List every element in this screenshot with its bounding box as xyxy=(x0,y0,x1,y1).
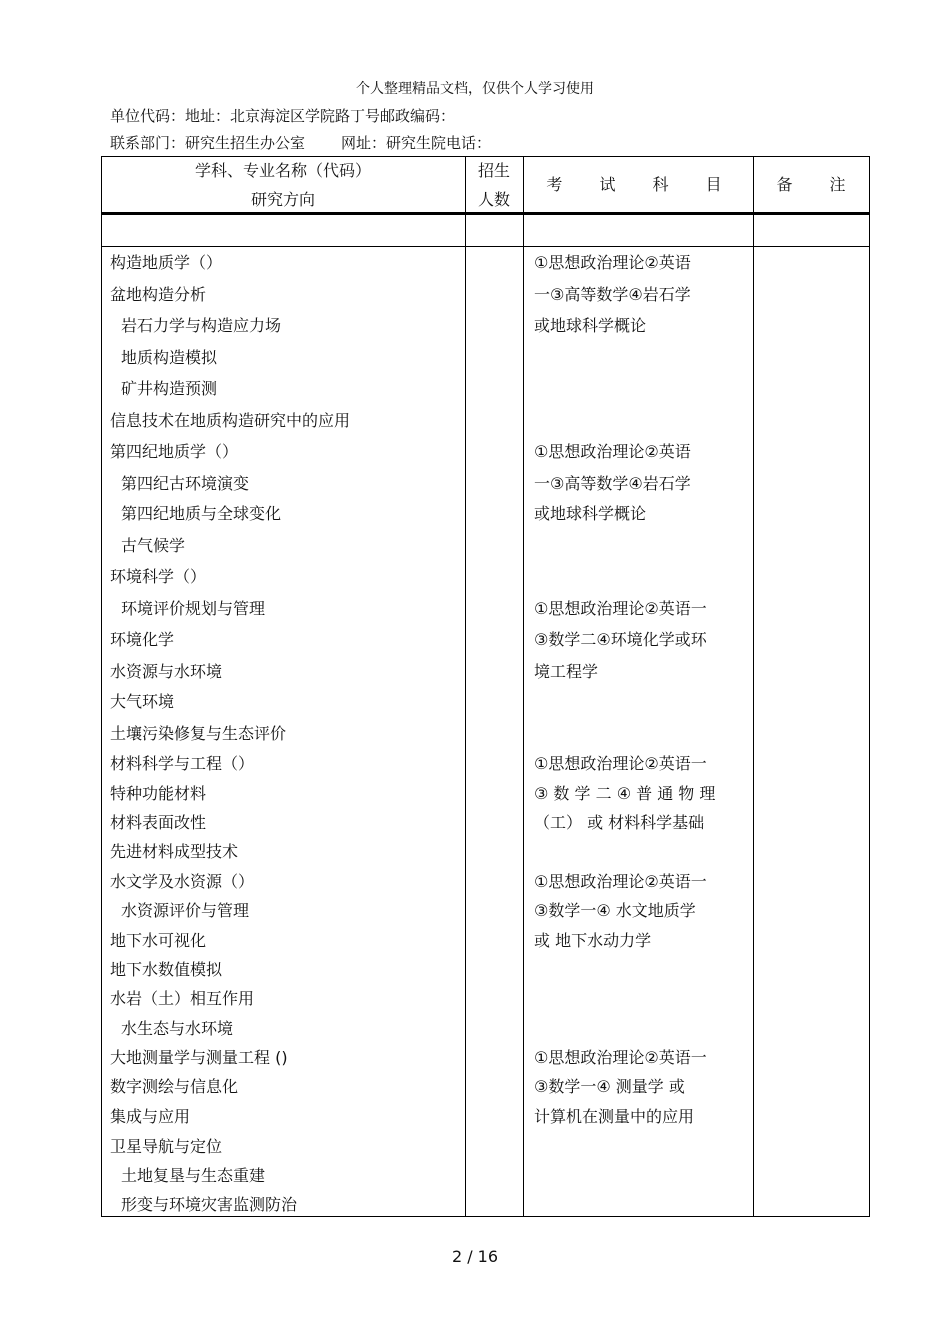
blank-row-border xyxy=(101,246,870,247)
direction-item: 地质构造模拟 xyxy=(121,348,218,367)
header-notes: 备 注 xyxy=(776,175,862,194)
direction-item: 材料表面改性 xyxy=(110,813,207,832)
direction-item: 形变与环境灾害监测防治 xyxy=(121,1195,298,1214)
direction-item: 矿井构造预测 xyxy=(121,379,218,398)
direction-item: 先进材料成型技术 xyxy=(110,842,239,861)
major-structural-geology: 构造地质学（） xyxy=(110,253,223,272)
major-geodesy-surveying: 大地测量学与测量工程 () xyxy=(110,1048,288,1067)
direction-item: 大气环境 xyxy=(110,692,175,711)
exam-line: ①思想政治理论②英语一 xyxy=(534,872,707,891)
col-border-right xyxy=(869,156,870,1217)
exam-line: 一③高等数学④岩石学 xyxy=(534,285,691,304)
exam-line: ①思想政治理论②英语 xyxy=(534,442,691,461)
contact-web-phone: 网址：研究生院电话： xyxy=(341,134,492,152)
direction-item: 信息技术在地质构造研究中的应用 xyxy=(110,411,351,430)
exam-line: ①思想政治理论②英语 xyxy=(534,253,691,272)
direction-item: 盆地构造分析 xyxy=(110,285,207,304)
col-border-subject xyxy=(465,156,466,1217)
col-border-quota xyxy=(523,156,524,1217)
exam-line: ①思想政治理论②英语一 xyxy=(534,599,707,618)
direction-item: 水资源评价与管理 xyxy=(121,901,250,920)
header-research-direction: 研究方向 xyxy=(250,190,315,209)
direction-item: 环境化学 xyxy=(110,630,175,649)
exam-line: ③数学一④ 测量学 或 xyxy=(534,1077,685,1096)
direction-item: 水生态与水环境 xyxy=(121,1019,234,1038)
direction-item: 土地复垦与生态重建 xyxy=(121,1166,266,1185)
exam-line: ③数学二④环境化学或环 xyxy=(534,630,707,649)
major-materials-science: 材料科学与工程（） xyxy=(110,754,255,773)
direction-item: 特种功能材料 xyxy=(110,784,207,803)
exam-line: 计算机在测量中的应用 xyxy=(534,1107,695,1126)
direction-item: 水资源与水环境 xyxy=(110,662,223,681)
direction-item: 古气候学 xyxy=(121,536,186,555)
direction-item: 土壤污染修复与生态评价 xyxy=(110,724,287,743)
exam-line: ③数学一④ 水文地质学 xyxy=(534,901,696,920)
major-environmental-science: 环境科学（） xyxy=(110,567,207,586)
col-border-exam xyxy=(753,156,754,1217)
major-quaternary-geology: 第四纪地质学（） xyxy=(110,442,239,461)
direction-item: 数字测绘与信息化 xyxy=(110,1077,239,1096)
direction-item: 环境评价规划与管理 xyxy=(121,599,266,618)
direction-item: 第四纪地质与全球变化 xyxy=(121,504,282,523)
header-exam-subjects: 考 试 科 目 xyxy=(546,175,738,194)
contact-line xyxy=(110,132,491,153)
table-bottom-border xyxy=(101,1216,870,1217)
exam-line: 一③高等数学④岩石学 xyxy=(534,474,691,493)
header-quota xyxy=(465,156,523,214)
unit-address-line: 单位代码：地址：北京海淀区学院路丁号邮政编码： xyxy=(110,107,456,125)
contact-dept: 联系部门：研究生招生办公室 xyxy=(110,134,306,152)
direction-item: 地下水数值模拟 xyxy=(110,960,223,979)
major-hydrology: 水文学及水资源（） xyxy=(110,872,255,891)
exam-line: 或地球科学概论 xyxy=(534,504,647,523)
exam-line: 或 地下水动力学 xyxy=(534,931,652,950)
direction-item: 卫星导航与定位 xyxy=(110,1137,223,1156)
page-number: 2 / 16 xyxy=(451,1247,499,1266)
direction-item: 地下水可视化 xyxy=(110,931,207,950)
exam-line: ③ 数 学 二 ④ 普 通 物 理 xyxy=(534,784,716,803)
watermark-note: 个人整理精品文档，仅供个人学习使用 xyxy=(356,81,594,97)
exam-line: （工） 或 材料科学基础 xyxy=(534,813,705,832)
exam-line: ①思想政治理论②英语一 xyxy=(534,1048,707,1067)
header-quota-line1: 招生 xyxy=(477,161,510,180)
direction-item: 第四纪古环境演变 xyxy=(121,474,250,493)
exam-line: 或地球科学概论 xyxy=(534,316,647,335)
exam-line: 境工程学 xyxy=(534,662,599,681)
header-subject-name: 学科、专业名称（代码） xyxy=(194,161,371,180)
header-quota-line2: 人数 xyxy=(477,190,510,209)
col-border-left xyxy=(101,156,102,1217)
direction-item: 集成与应用 xyxy=(110,1107,191,1126)
direction-item: 岩石力学与构造应力场 xyxy=(121,316,282,335)
header-subject xyxy=(101,156,465,214)
exam-line: ①思想政治理论②英语一 xyxy=(534,754,707,773)
direction-item: 水岩（土）相互作用 xyxy=(110,989,255,1008)
